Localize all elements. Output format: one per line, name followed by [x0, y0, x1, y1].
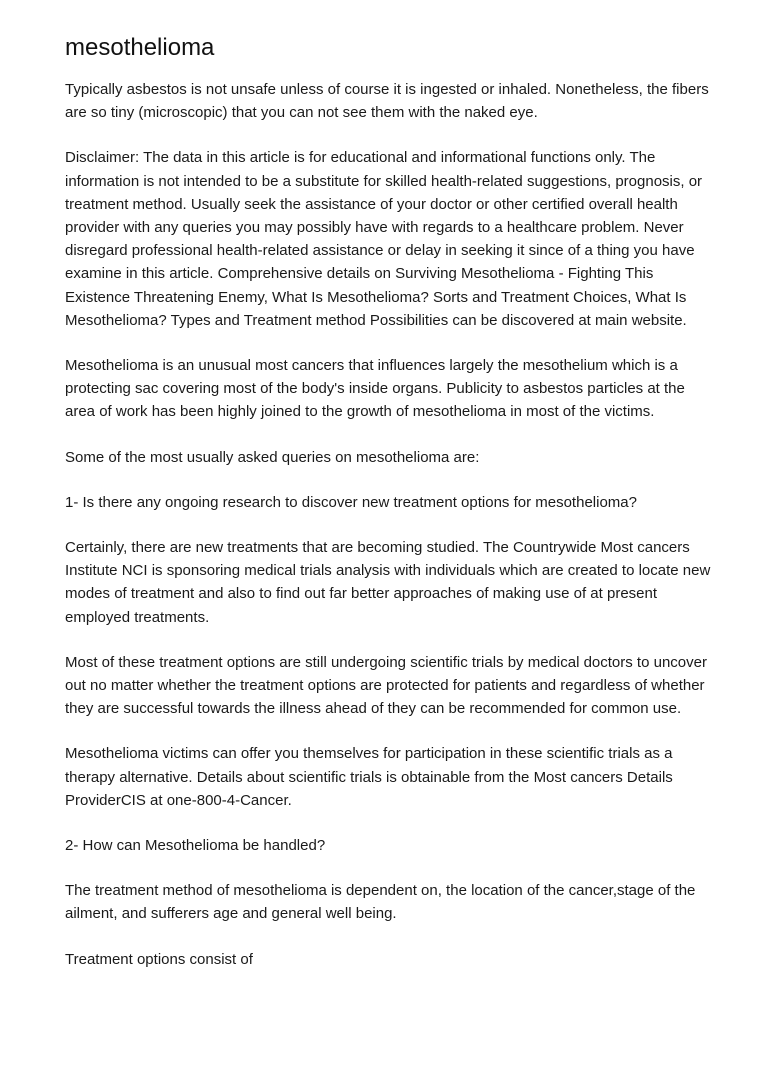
answer-2: The treatment method of mesothelioma is dependent on, the location of the cancer,stage of the ailment, and sufferers age and general well being.	[65, 882, 696, 923]
answer-1-part-3: Mesothelioma victims can offer you themselves for participation in these scientific trials as a therapy alternative. Details about scientific trials is obtainable from the Most cancers Details ProviderCIS at one-800-4-Cancer.	[65, 745, 673, 809]
paragraph-intro: Typically asbestos is not unsafe unless of course it is ingested or inhaled. Nonetheless, the fibers are so tiny (microscopic) that you can not see them with the naked eye.	[65, 81, 709, 122]
paragraph-definition: Mesothelioma is an unusual most cancers that influences largely the mesothelium which is a protecting sac covering most of the body's inside organs. Publicity to asbestos particles at the area of work has been highly joined to the growth of mesothelioma in most of the victims.	[65, 357, 685, 421]
paragraph-disclaimer: Disclaimer: The data in this article is for educational and informational functions only. The information is not intended to be a substitute for skilled health-related suggestions, prognosis, or treatment method. Usually seek the assistance of your doctor or other certified overall health provider with any queries you may possibly have with regards to a healthcare problem. Never disregard professional health-related assistance or delay in seeking it since of a thing you have examine in this article. Comprehensive details on Surviving Mesothelioma - Fighting This Existence Threatening Enemy, What Is Mesothelioma? Sorts and Treatment Choices, What Is Mesothelioma? Types and Treatment method Possibilities can be discovered at main website.	[65, 149, 703, 329]
answer-1-part-2: Most of these treatment options are still undergoing scientific trials by medical doctors to uncover out no matter whether the treatment options are protected for patients and regardless of whether they are successful towards the illness ahead of they can be recommended for common use.	[65, 653, 707, 718]
question-2: 2- How can Mesothelioma be handled?	[65, 837, 326, 855]
page-title: mesothelioma	[65, 34, 215, 61]
question-1: 1- Is there any ongoing research to discover new treatment options for mesothelioma?	[65, 493, 637, 511]
treatment-options-lead: Treatment options consist of	[65, 950, 253, 968]
answer-1-part-1: Certainly, there are new treatments that are becoming studied. The Countrywide Most cancers Institute NCI is sponsoring medical trials analysis with individuals which are created to locate new modes of treatment and also to find out far better approaches of making use of at present employed treatments.	[65, 539, 711, 626]
paragraph-faq-intro: Some of the most usually asked queries on mesothelioma are:	[65, 448, 480, 466]
document-page	[65, 30, 715, 993]
